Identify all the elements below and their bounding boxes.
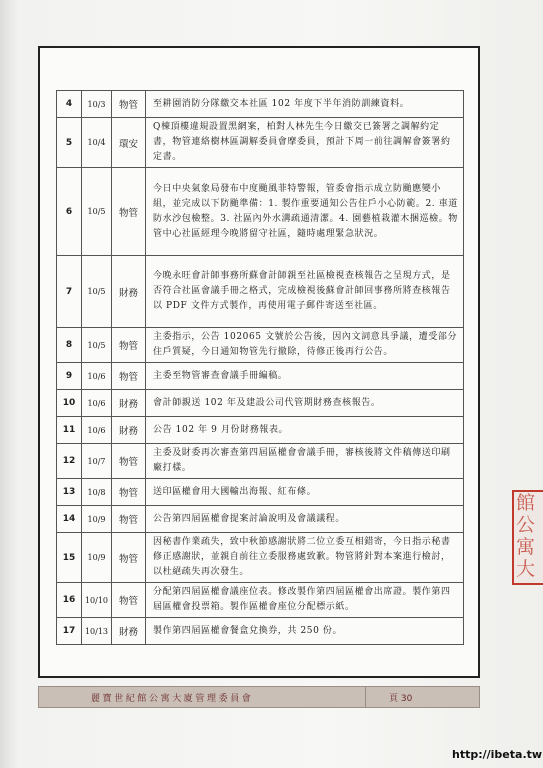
row-number: 6 — [57, 168, 82, 256]
row-department: 物管 — [112, 506, 146, 533]
row-department: 物管 — [112, 533, 146, 583]
work-log-body — [57, 91, 464, 645]
table-row — [57, 91, 464, 118]
row-number: 12 — [57, 444, 82, 479]
footer-divider — [365, 687, 366, 707]
row-department: 物管 — [112, 168, 146, 256]
table-row — [57, 618, 464, 645]
row-department: 財務 — [112, 256, 146, 328]
row-date: 10/3 — [82, 91, 112, 118]
row-number: 9 — [57, 363, 82, 390]
row-description: 分配第四屆區權會議座位表。修改製作第四屆區權會出席證。製作第四屆區權會投票箱。製作區權會座位分配標示紙。 — [146, 583, 464, 618]
row-date: 10/9 — [82, 506, 112, 533]
row-date: 10/6 — [82, 417, 112, 444]
row-date: 10/10 — [82, 583, 112, 618]
row-description: Q棟頂樓違規設置黑網案，柏對人林先生今日繳交已簽署之調解約定書，物管連絡樹林區調解委員會摩委員，預計下周一前往調解會簽署約定書。 — [146, 118, 464, 168]
footer-title: 麗寶世紀館公寓大廈管理委員會 — [91, 694, 254, 704]
page-number: 頁 30 — [389, 694, 413, 704]
row-department: 物管 — [112, 479, 146, 506]
row-number: 16 — [57, 583, 82, 618]
row-department: 物管 — [112, 444, 146, 479]
row-date: 10/4 — [82, 118, 112, 168]
watermark: http://ibeta.tw — [452, 748, 543, 761]
table-row — [57, 328, 464, 363]
row-department: 環安 — [112, 118, 146, 168]
row-description: 公告第四屆區權會提案討論說明及會議議程。 — [146, 506, 464, 533]
table-row — [57, 506, 464, 533]
row-description: 主委指示，公告 102065 文號於公告後，因內文詞意具爭議，遭受部分住戶質疑，今日通知物管先行撤除，待修正後再行公告。 — [146, 328, 464, 363]
row-description: 送印區權會用大國輸出海報、紅布條。 — [146, 479, 464, 506]
row-number: 4 — [57, 91, 82, 118]
row-description: 公告 102 年 9 月份財務報表。 — [146, 417, 464, 444]
table-row — [57, 479, 464, 506]
table-row — [57, 363, 464, 390]
row-number: 14 — [57, 506, 82, 533]
row-description: 今日中央氣象局發布中度颱風菲特警報，管委會指示成立防颱應變小組，並完成以下防颱準備：1. 製作重要通知公告住戶小心防範。2. 車道防水沙包檢整。3. 社區內外水溝疏通清潔。4. 園藝植栽灌木捆巡檢。物管中心社區經理今晚將留守社區，隨時處理緊急狀況。 — [146, 168, 464, 256]
row-date: 10/6 — [82, 390, 112, 417]
table-row — [57, 583, 464, 618]
row-number: 7 — [57, 256, 82, 328]
table-row — [57, 444, 464, 479]
table-row — [57, 168, 464, 256]
table-row — [57, 390, 464, 417]
row-date: 10/6 — [82, 363, 112, 390]
red-seal-stamp: 館 公 寓 大 — [512, 490, 543, 585]
row-date: 10/5 — [82, 256, 112, 328]
row-number: 11 — [57, 417, 82, 444]
row-description: 今晚永旺會計師事務所蘇會計師親至社區檢視查核報告之呈現方式，是否符合社區會議手冊之格式，完成檢視後蘇會計師回事務所將查核報告以 PDF 文件方式製作，再使用電子郵件寄送至社區。 — [146, 256, 464, 328]
row-date: 10/7 — [82, 444, 112, 479]
row-description: 主委至物管審查會議手冊編稿。 — [146, 363, 464, 390]
row-date: 10/5 — [82, 328, 112, 363]
page-footer — [38, 686, 480, 708]
row-date: 10/8 — [82, 479, 112, 506]
row-description: 製作第四屆區權會餐盒兌換券，共 250 份。 — [146, 618, 464, 645]
row-department: 物管 — [112, 363, 146, 390]
row-department: 財務 — [112, 390, 146, 417]
page-frame — [38, 46, 480, 678]
row-number: 5 — [57, 118, 82, 168]
row-date: 10/13 — [82, 618, 112, 645]
row-department: 財務 — [112, 618, 146, 645]
row-date: 10/9 — [82, 533, 112, 583]
row-description: 會計師親送 102 年及建設公司代管期財務查核報告。 — [146, 390, 464, 417]
table-row — [57, 118, 464, 168]
row-date: 10/5 — [82, 168, 112, 256]
row-number: 10 — [57, 390, 82, 417]
row-number: 8 — [57, 328, 82, 363]
row-description: 主委及財委再次審查第四屆區權會會議手冊，審核後將文件稿傳送印刷廠打樣。 — [146, 444, 464, 479]
row-department: 物管 — [112, 91, 146, 118]
row-department: 財務 — [112, 417, 146, 444]
row-number: 17 — [57, 618, 82, 645]
table-row — [57, 417, 464, 444]
table-row — [57, 256, 464, 328]
row-department: 物管 — [112, 328, 146, 363]
row-description: 至耕園消防分隊繳交本社區 102 年度下半年消防訓練資料。 — [146, 91, 464, 118]
row-number: 15 — [57, 533, 82, 583]
table-row — [57, 533, 464, 583]
row-description: 因秘書作業疏失，致中秋節感謝狀將二位立委互相錯寄，今日指示秘書修正感謝狀，並親自前往立委服務處致歉。物管將針對本案進行檢討，以杜絕疏失再次發生。 — [146, 533, 464, 583]
work-log-table — [56, 90, 464, 645]
row-number: 13 — [57, 479, 82, 506]
row-department: 物管 — [112, 583, 146, 618]
